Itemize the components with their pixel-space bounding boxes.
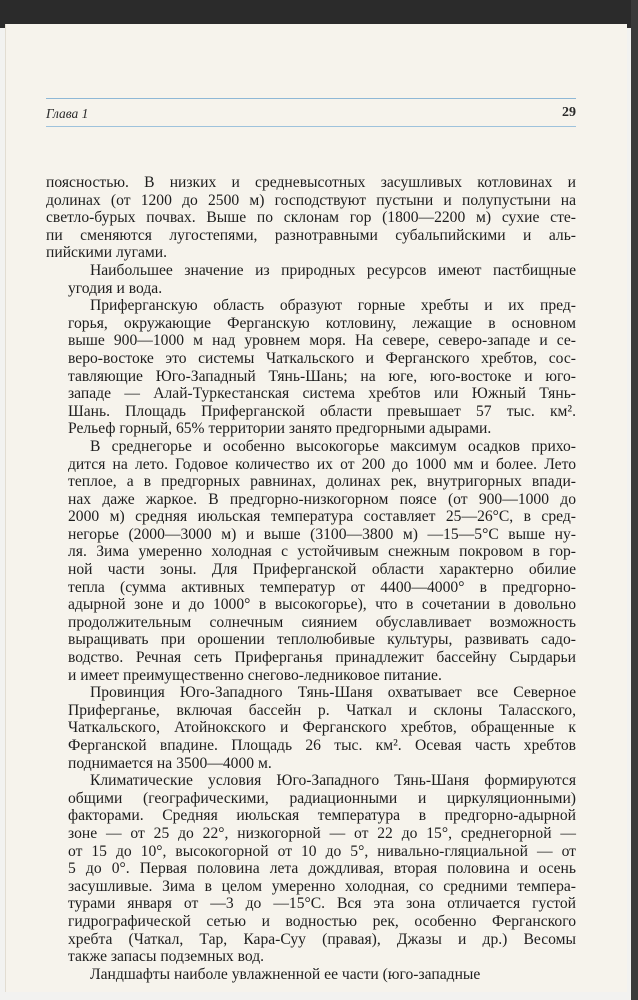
text-line: негорье (2000—3000 м) и выше (3100—3800 м) —15—5°С выше ну-	[68, 525, 576, 543]
text-line: засушливые. Зима в целом умеренно холодная, со средними темпера-	[68, 877, 576, 895]
text-line: выращивать при орошении теплолюбивые культуры, развивать садо-	[68, 631, 576, 649]
text-line: также запасы подземных вод.	[68, 948, 265, 966]
text-line: поднимается на 3500—4000 м.	[68, 754, 272, 772]
paragraph	[46, 297, 576, 438]
text-line: турами января от —3 до —15°С. Вся эта зона отличается густой	[68, 895, 576, 913]
text-line: ля. Зима умеренно холодная с устойчивым снежным покровом в гор-	[68, 543, 576, 561]
text-line: тавляющие Юго-Западный Тянь-Шань; на юге, юго-востоке и юго-	[68, 367, 576, 385]
text-line: поясностью. В низких и средневысотных засушливых котловинах и	[46, 174, 576, 191]
scan-right-edge	[631, 0, 638, 1000]
text-line: общими (географическими, радиационными и циркуляционными)	[68, 789, 576, 807]
text-line: ной части зоны. Для Приферганской области характерно обилие	[68, 561, 576, 579]
paragraph	[46, 684, 576, 772]
book-page	[5, 24, 627, 992]
text-line: светло-бурых почвах. Выше по склонам гор (1800—2200 м) сухие сте-	[46, 209, 576, 227]
text-line: гидрографической сетью и водностью рек, особенно Ферганского	[68, 912, 576, 930]
text-line: пи сменяются лугостепями, разнотравными субальпийскими и аль-	[46, 226, 576, 244]
paragraph	[46, 438, 576, 684]
text-line: западе — Алай-Туркестанская система хребтов или Южный Тянь-	[68, 385, 576, 403]
page-number: 29	[562, 105, 576, 120]
running-header	[46, 104, 576, 124]
text-line: тепла (сумма активных температур от 4400—4000° в предгорно-	[68, 578, 576, 596]
text-line: Шань. Площадь Приферганской области превышает 57 тыс. км².	[68, 402, 576, 420]
text-line: Приферганье, включая бассейн р. Чаткал и склоны Таласского,	[68, 701, 576, 719]
text-line: зоне — от 25 до 22°, низкогорной — от 22 до 15°, среднегорной —	[68, 824, 576, 842]
body-text	[46, 174, 576, 983]
text-line: Провинция Юго-Западного Тянь-Шаня охватывает все Северное	[90, 684, 576, 702]
text-line: хребта (Чаткал, Тар, Кара-Суу (правая), Джазы и др.) Весомы	[68, 930, 576, 948]
paragraph	[46, 174, 576, 262]
text-line: водство. Речная сеть Приферганья принадлежит бассейну Сырдарьи	[68, 649, 576, 667]
text-line: Наибольшее значение из природных ресурсов имеют пастбищные	[90, 261, 576, 279]
text-line: Ферганской впадине. Площадь 26 тыс. км². Осевая часть хребтов	[68, 737, 576, 754]
chapter-title: Глава 1	[46, 106, 89, 121]
text-line: 5 до 0°. Первая половина лета дождливая, вторая половина и осень	[68, 860, 576, 878]
text-line: от 15 до 10°, высокогорной от 10 до 5°, нивально-гляциальной — от	[68, 842, 576, 860]
text-line: Рельеф горный, 65% территории занято предгорными адырами.	[68, 420, 492, 438]
text-line: горья, окружающие Ферганскую котловину, лежащие в основном	[68, 314, 576, 332]
text-line: 2000 м) средняя июльская температура составляет 25—26°С, в сред-	[68, 508, 576, 526]
text-line: и имеет преимущественно снегово-ледниковое питание.	[68, 666, 442, 684]
paragraph	[46, 966, 576, 984]
text-line: дится на лето. Годовое количество их от 200 до 1000 мм и более. Лето	[68, 455, 576, 473]
text-line: пийскими лугами.	[46, 244, 167, 262]
header-rule-bottom	[46, 126, 576, 127]
text-line: теплое, а в предгорных равнинах, долинах рек, внутригорных впади-	[68, 473, 576, 491]
text-line: долинах (от 1200 до 2500 м) господствуют пустыни и полупустыни на	[46, 191, 576, 209]
paragraph	[46, 262, 576, 297]
text-line: В среднегорье и особенно высокогорье максимум осадков прихо-	[90, 437, 576, 455]
text-line: продолжительным солнечным сиянием обуславливает возможность	[68, 613, 576, 631]
header-rule-top	[46, 98, 576, 99]
text-line: Чаткальского, Атойнокского и Ферганского хребтов, обращенные к	[68, 719, 576, 737]
text-line: веро-востоке это системы Чаткальского и Ферганского хребтов, сос-	[68, 349, 576, 367]
text-line: нах даже жаркое. В предгорно-низкогорном поясе (от 900—1000 до	[68, 490, 576, 508]
text-line: Ландшафты наиболе увлажненной ее части (юго-западные	[90, 965, 481, 983]
text-line: факторами. Средняя июльская температура в предгорно-адырной	[68, 807, 576, 825]
text-line: адырной зоне и до 1000° в высокогорье), что в сочетании в довольно	[68, 596, 576, 614]
text-line: выше 900—1000 м над уровнем моря. На севере, северо-западе и се-	[68, 332, 576, 350]
text-line: угодия и вода.	[68, 279, 163, 297]
text-line: Приферганскую область образуют горные хребты и их пред-	[90, 297, 576, 315]
paragraph	[46, 772, 576, 966]
text-line: Климатические условия Юго-Западного Тянь-Шаня формируются	[90, 772, 576, 790]
